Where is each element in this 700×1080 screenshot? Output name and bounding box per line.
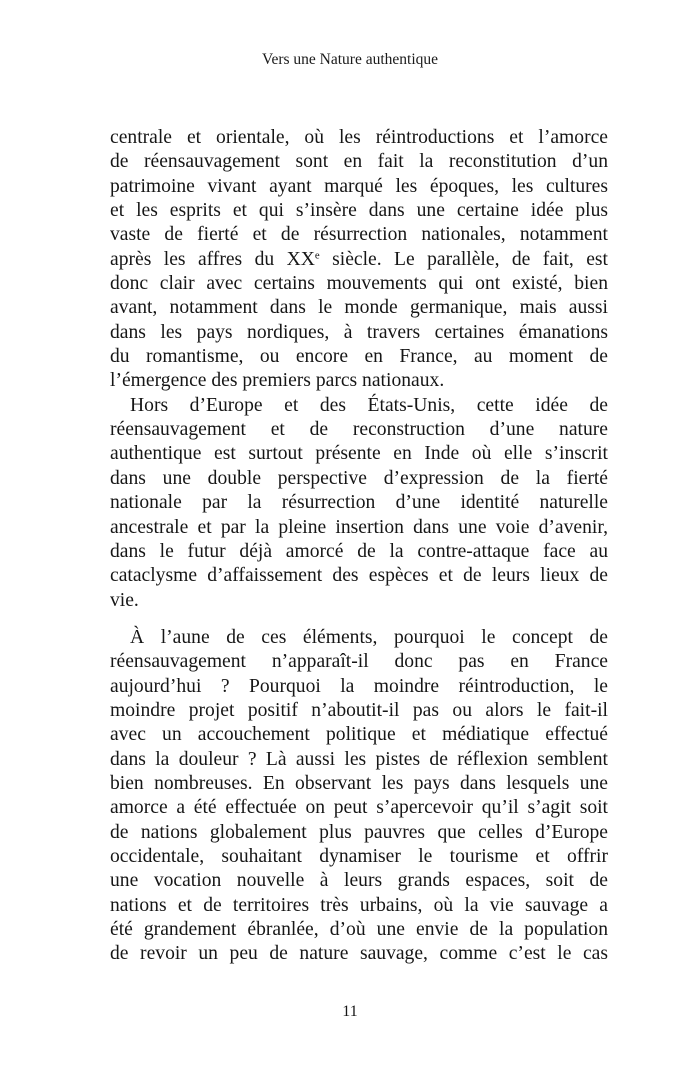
text-line: réensauvagement et de reconstruction d’une nature xyxy=(110,419,608,441)
text-line: aujourd’hui ? Pourquoi la moindre réintroduction, le xyxy=(110,675,608,697)
text-line: cataclysme d’affaissement des espèces et de leurs lieux de xyxy=(110,565,608,587)
text-line: réensauvagement n’apparaît-il donc pas en France xyxy=(110,651,608,673)
text-line: de réensauvagement sont en fait la reconstitution d’un xyxy=(110,151,608,173)
page-number: 11 xyxy=(342,1003,358,1020)
text-line: avant, notamment dans le monde germanique, mais aussi xyxy=(110,297,608,319)
text-line: de nations globalement plus pauvres que celles d’Europe xyxy=(110,821,608,843)
text-line: amorce a été effectuée on peut s’apercevoir qu’il s’agit soit xyxy=(110,797,608,819)
text-line: À l’aune de ces éléments, pourquoi le concept de xyxy=(130,626,608,648)
paragraph-3 xyxy=(110,626,608,967)
text-line: patrimoine vivant ayant marqué les époques, les cultures xyxy=(110,175,608,197)
text-line: du romantisme, ou encore en France, au moment de xyxy=(110,346,608,368)
running-head: Vers une Nature authentique xyxy=(261,51,439,68)
text-line: dans la douleur ? Là aussi les pistes de réflexion semblent xyxy=(110,748,608,770)
text-line: dans les pays nordiques, à travers certaines émanations xyxy=(110,321,608,343)
text-line: dans le futur déjà amorcé de la contre-attaque face au xyxy=(110,540,608,562)
text-line: une vocation nouvelle à leurs grands espaces, soit de xyxy=(110,870,608,892)
body-text xyxy=(110,126,608,967)
paragraph-gap xyxy=(110,613,608,626)
text-line: vie. xyxy=(110,589,139,611)
text-line: nations et de territoires très urbains, où la vie sauvage a xyxy=(110,894,608,916)
text-line: vaste de fierté et de résurrection nationales, notamment xyxy=(110,224,608,246)
text-line: avec un accouchement politique et médiatique effectué xyxy=(110,724,608,746)
paragraph-1 xyxy=(110,126,608,394)
text-line: donc clair avec certains mouvements qui ont existé, bien xyxy=(110,273,608,295)
superscript: e xyxy=(314,249,320,262)
text-line: moindre projet positif n’aboutit-il pas ou alors le fait-il xyxy=(110,699,608,721)
text-line: l’émergence des premiers parcs nationaux. xyxy=(110,370,445,392)
text-line: bien nombreuses. En observant les pays dans lesquels une xyxy=(110,772,608,794)
text-line: Hors d’Europe et des États-Unis, cette idée de xyxy=(130,394,608,416)
text-line: ancestrale et par la pleine insertion dans une voie d’avenir, xyxy=(110,516,608,538)
paragraph-2 xyxy=(110,394,608,613)
text-line: dans une double perspective d’expression de la fierté xyxy=(110,467,608,489)
text-line: authentique est surtout présente en Inde où elle s’inscrit xyxy=(110,443,608,465)
text-line xyxy=(110,248,608,272)
text-line: nationale par la résurrection d’une identité naturelle xyxy=(110,492,608,514)
text-line: centrale et orientale, où les réintroductions et l’amorce xyxy=(110,127,608,148)
text-line: de revoir un peu de nature sauvage, comme c’est le cas xyxy=(110,943,608,965)
text-line: et les esprits et qui s’insère dans une certaine idée plus xyxy=(110,200,608,222)
text-fragment: siècle. Le parallèle, de fait, est xyxy=(319,248,608,270)
text-line: occidentale, souhaitant dynamiser le tourisme et offrir xyxy=(110,845,608,867)
text-fragment: après les affres du XX xyxy=(110,248,315,270)
text-line: été grandement ébranlée, d’où une envie de la population xyxy=(110,919,608,940)
